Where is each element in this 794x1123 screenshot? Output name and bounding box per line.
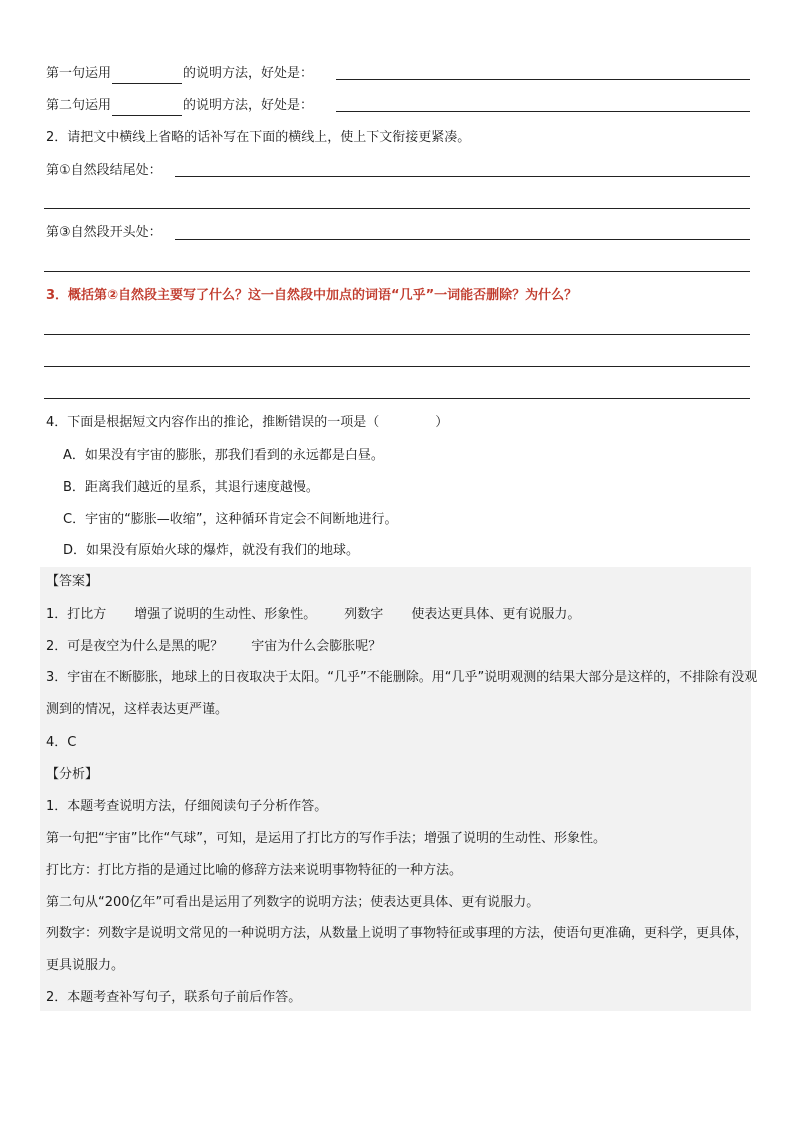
q1-first-prefix: 第一句运用: [46, 66, 112, 81]
q3-answer-line-3[interactable]: [44, 398, 750, 399]
answer-2-part-a: 2．可是夜空为什么是黑的呢？: [46, 639, 224, 654]
q4-close-paren: ）: [435, 415, 449, 430]
q3-prompt: 3．概括第②自然段主要写了什么？这一自然段中加点的词语“几乎”一词能否删除？为什么？: [46, 288, 578, 303]
analysis-1-metaphor-def: 打比方：打比方指的是通过比喻的修辞方法来说明事物特征的一种方法。: [46, 863, 463, 878]
answer-1-effect-a: 增强了说明的生动性、形象性。: [134, 607, 317, 622]
answer-2: [46, 637, 381, 657]
analysis-1-first-sentence: 第一句把“宇宙”比作“气球”，可知，是运用了打比方的写作手法；增强了说明的生动性、形象性。: [46, 831, 606, 846]
q2-para3-label: 第③自然段开头处：: [46, 225, 162, 240]
answer-1-method-a: 1．打比方: [46, 607, 107, 622]
answer-1-method-b: 列数字: [344, 607, 384, 622]
q1-first-answer-line[interactable]: [336, 79, 750, 80]
q4-option-c: C．宇宙的“膨胀—收缩”，这种循环肯定会不间断地进行。: [63, 512, 398, 527]
q1-second-prefix: 第二句运用: [46, 98, 112, 113]
answer-1: [46, 605, 580, 625]
q2-prompt: 2．请把文中横线上省略的话补写在下面的横线上，使上下文衔接更紧凑。: [46, 130, 471, 145]
analysis-1-numbers-def: 列数字：列数字是说明文常见的一种说明方法，从数量上说明了事物特征或事理的方法，使语句更准确，更科学，更具体，更具说服力。: [46, 926, 749, 973]
analysis-heading: 【分析】: [46, 767, 99, 782]
answer-2-part-b: 宇宙为什么会膨胀呢？: [251, 639, 382, 654]
q1-second-method-blank[interactable]: [112, 101, 182, 116]
answer-4: 4．C: [46, 735, 77, 750]
q3-answer-line-2[interactable]: [44, 366, 750, 367]
q3-answer-line-1[interactable]: [44, 334, 750, 335]
answer-3: 3．宇宙在不断膨胀，地球上的日夜取决于太阳。“几乎”不能删除。用“几乎”说明观测的结果大部分是这样的，不排除有没观测到的情况，这样表达更严谨。: [46, 670, 758, 717]
answer-1-effect-b: 使表达更具体、更有说服力。: [411, 607, 581, 622]
q4-option-a: A．如果没有宇宙的膨胀，那我们看到的永远都是白昼。: [63, 448, 384, 463]
q1-line-2: [46, 96, 313, 116]
q4-option-d: D．如果没有原始火球的爆炸，就没有我们的地球。: [63, 543, 360, 558]
analysis-1-intro: 1．本题考查说明方法，仔细阅读句子分析作答。: [46, 799, 328, 814]
q1-first-suffix: 的说明方法，好处是：: [183, 66, 314, 81]
q1-second-answer-line[interactable]: [336, 111, 750, 112]
q1-line-1: [46, 64, 313, 84]
answer-heading: 【答案】: [46, 574, 99, 589]
q1-first-method-blank[interactable]: [112, 69, 182, 84]
q2-para3-answer-line[interactable]: [175, 239, 750, 240]
q4-prompt-text: 4．下面是根据短文内容作出的推论，推断错误的一项是（: [46, 415, 380, 430]
q2-para3-answer-line-2[interactable]: [44, 271, 750, 272]
q2-para1-answer-line[interactable]: [175, 176, 750, 177]
q2-para1-answer-line-2[interactable]: [44, 208, 750, 209]
q1-second-suffix: 的说明方法，好处是：: [183, 98, 314, 113]
q4-option-b: B．距离我们越近的星系，其退行速度越慢。: [63, 480, 319, 495]
q4-prompt: [46, 413, 448, 433]
analysis-1-second-sentence: 第二句从“200亿年”可看出是运用了列数字的说明方法；使表达更具体、更有说服力。: [46, 895, 540, 910]
analysis-2-intro: 2．本题考查补写句子，联系句子前后作答。: [46, 990, 302, 1005]
q2-para1-label: 第①自然段结尾处：: [46, 163, 162, 178]
